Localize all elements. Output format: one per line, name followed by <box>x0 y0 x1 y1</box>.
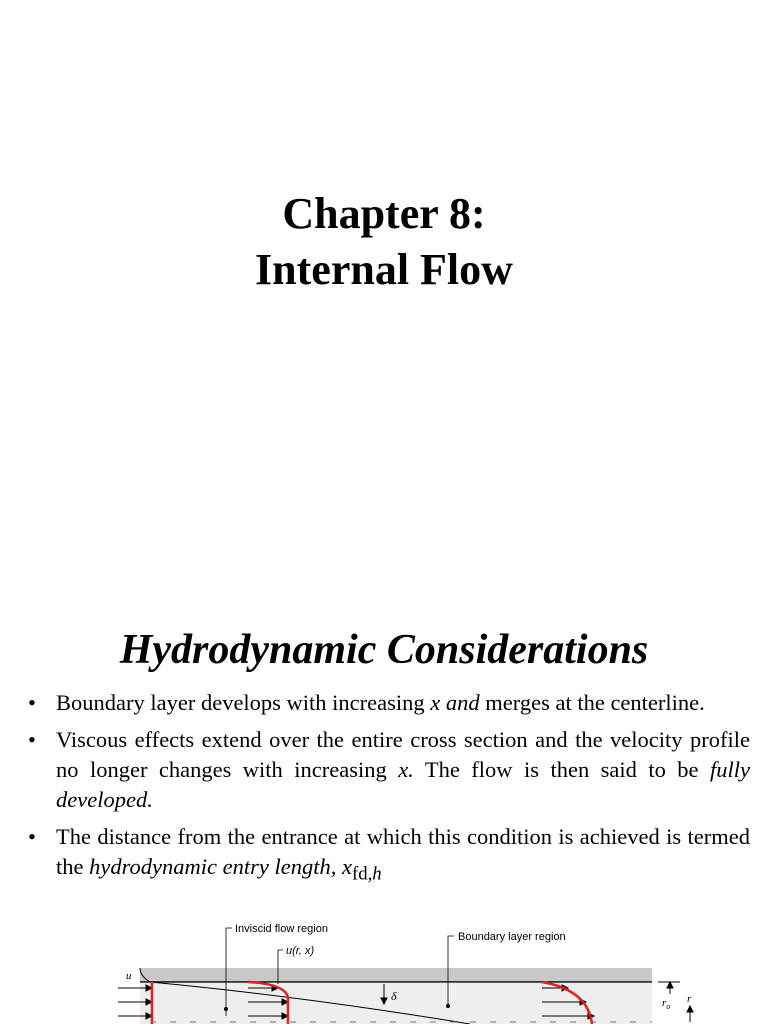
bullet-emphasis: fully developed. <box>56 757 750 812</box>
bullet-item <box>28 725 750 815</box>
section-title: Hydrodynamic Considerations <box>119 627 649 673</box>
bullet-item <box>28 688 750 718</box>
boundary-dot <box>446 1004 450 1008</box>
tube-wall-top <box>140 968 652 982</box>
bullet-list <box>28 688 750 897</box>
bullet-text: The distance from the entrance at which this condition is achieved is termed the <box>56 824 750 879</box>
chapter-title-line2: Internal Flow <box>255 245 513 294</box>
inlet-arrows <box>118 985 152 1019</box>
velocity-label: u(r, x) <box>286 945 315 957</box>
delta-label: δ <box>391 989 397 1003</box>
bullet-text: Viscous effects extend over the entire cross section and the velocity profile no longer changes with increasing <box>56 727 750 782</box>
chapter-title <box>0 186 768 298</box>
bullet-dot: • <box>28 690 36 715</box>
r-label: r <box>687 993 692 1005</box>
inviscid-dot <box>224 1007 228 1011</box>
bullet-text: The flow is then said to be <box>413 757 710 782</box>
bullet-emphasis: x and <box>430 690 480 715</box>
bullet-dot: • <box>28 824 36 849</box>
bullet-text: merges at the centerline. <box>479 690 705 715</box>
bullet-dot: • <box>28 727 36 752</box>
bullet-emphasis: hydrodynamic entry length, x <box>89 854 352 879</box>
entry-length-subscript: fd,h <box>351 863 382 885</box>
u-label: u <box>126 970 132 982</box>
bullet-item <box>28 822 750 890</box>
inviscid-label: Inviscid flow region <box>235 923 328 935</box>
entry-length-figure <box>0 918 768 1024</box>
ro-label: $r_o$ <box>662 997 671 1011</box>
bullet-text: Boundary layer develops with increasing <box>56 690 431 715</box>
bullet-emphasis: x. <box>398 757 414 782</box>
boundary-label: Boundary layer region <box>458 931 566 943</box>
chapter-title-line1: Chapter 8: <box>282 189 486 238</box>
